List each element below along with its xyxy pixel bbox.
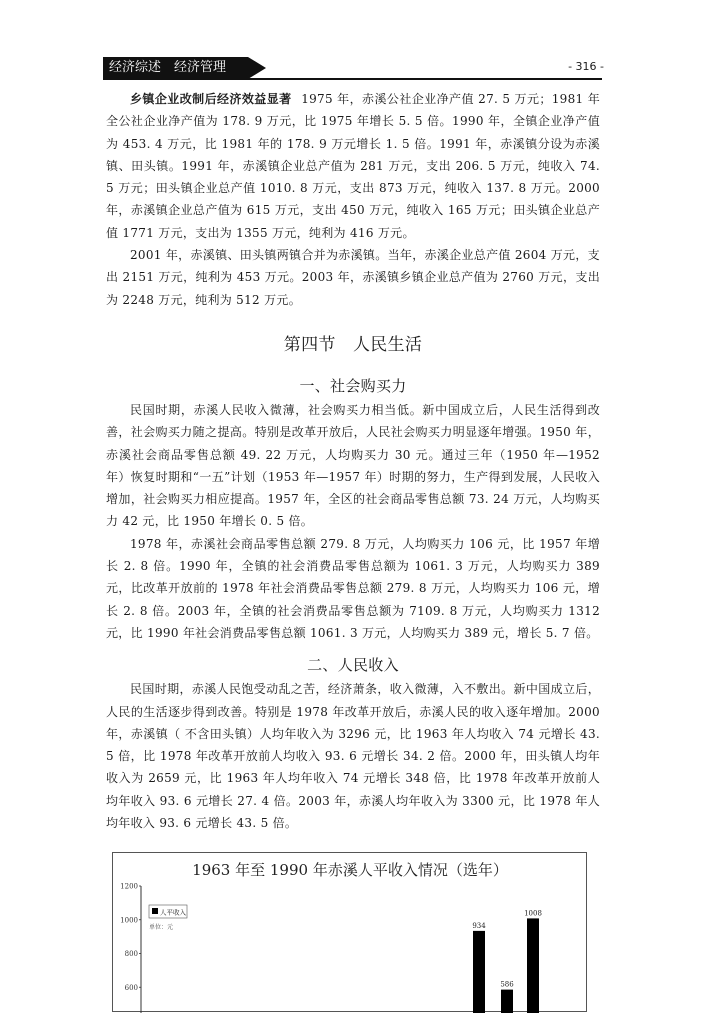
bar-data-label: 586	[500, 980, 514, 989]
bar-data-label: 934	[472, 921, 486, 930]
paragraph-purchasing-reform: 1978 年，赤溪社会商品零售总额 279. 8 万元，人均购买力 106 元，比 1957 年增长 2. 8 倍。1990 年，全镇的社会消费品零售总额为 1061. 3 万元，人均购买力 389 元，比改革开放前的 1978 年社会消费品零售总额 279. 8 万元，人均购买力 106 元，增长 2. 8 倍。2003 年，全镇的社会消费品零售总额为 7109. 8 万元，人均购买力 1312 元，比 1990 年社会消费品零售总额 1061. 3 万元，人均购买力 389 元，增长 5. 7 倍。	[106, 536, 600, 640]
page-number: - 316 -	[568, 60, 604, 73]
paragraph-township-enterprise	[106, 88, 600, 244]
chart-title: 1963 年至 1990 年赤溪人平收入情况（选年）	[192, 861, 508, 879]
subsection-title-purchasing-power: 一、社会购买力	[299, 376, 407, 395]
bar-data-label: 1008	[524, 909, 542, 918]
paragraph-purchasing-history: 民国时期，赤溪人民收入微薄，社会购买力相当低。新中国成立后，人民生活得到改善，社会购买力随之提高。特别是改革开放后，人民社会购买力明显逐年增强。1950 年，赤溪社会商品零售总额 49. 22 万元，人均购买力 30 元。通过三年（1950 年—1952 年）恢复时期和“一五”计划（1953 年—1957 年）时期的努力，生产得到发展，人民收入增加，社会购买力相应提高。1957 年，全区的社会商品零售总额 73. 24 万元，人均购买力 42 元，比 1950 年增长 0. 5 倍。	[106, 402, 600, 529]
subsection-title-income: 二、人民收入	[307, 656, 399, 675]
paragraph-merger-2001: 2001 年，赤溪镇、田头镇两镇合并为赤溪镇。当年，赤溪企业总产值 2604 万元，支出 2151 万元，纯利为 453 万元。2003 年，赤溪镇乡镇企业总产值为 2760 万元，支出为 2248 万元，纯利为 512 万元。	[106, 248, 600, 307]
y-tick-label: 800	[124, 950, 138, 958]
legend-swatch	[152, 908, 158, 914]
header-arrow-decoration	[248, 57, 266, 79]
chart-bars	[472, 909, 542, 1013]
y-tick-label: 600	[124, 983, 138, 992]
bar	[527, 918, 539, 1013]
y-tick-label: 1200	[120, 882, 138, 891]
paragraph-lead-heading: 乡镇企业改制后经济效益显著	[130, 92, 292, 106]
bar	[501, 990, 513, 1013]
y-tick-label: 1000	[120, 916, 138, 925]
paragraph-income: 民国时期，赤溪人民饱受动乱之苦，经济萧条，收入微薄，入不敷出。新中国成立后，人民的生活逐步得到改善。特别是 1978 年改革开放后，赤溪人民的收入逐年增加。2000 年，赤溪镇（ 不含田头镇）人均年收入为 3296 元，比 1963 年人均收入 74 元增长 43. 5 倍，比 1978 年改革开放前人均收入 93. 6 元增长 34. 2 倍。2000 年，田头镇人均年收入为 2659 元，比 1963 年人均年收入 74 元增长 348 倍，比 1978 年改革开放前人均年收入 93. 6 元增长 27. 4 倍。2003 年，赤溪人均年收入为 3300 元，比 1978 年人均年收入 93. 6 元增长 43. 5 倍。	[106, 682, 600, 831]
unit-label: 单位：元	[149, 924, 174, 931]
header-rule	[103, 78, 602, 80]
bar	[473, 931, 485, 1013]
legend-label: 人平收入	[160, 908, 186, 917]
y-axis-ticks	[120, 883, 141, 992]
document-body	[106, 88, 600, 834]
income-chart	[112, 852, 587, 1012]
section-title: 第四节 人民生活	[283, 334, 423, 355]
header-section-label: 经济综述 经济管理	[103, 57, 248, 79]
paragraph-text: 1975 年，赤溪公社企业净产值 27. 5 万元；1981 年全公社企业净产值为 178. 9 万元，比 1975 年增长 5. 5 倍。1990 年，全镇企业净产值为 453. 4 万元，比 1981 年的 178. 9 万元增长 1. 5 倍。1991 年，赤溪镇分设为赤溪镇、田头镇。1991 年，赤溪镇企业总产值为 281 万元，支出 206. 5 万元，纯收入 74. 5 万元；田头镇企业总产值 1010. 8 万元，支出 873 万元，纯收入 137. 8 万元。2000 年，赤溪镇企业总产值为 615 万元，支出 450 万元，纯收入 165 万元；田头镇企业总产值 1771 万元，支出为 1355 万元，纯利为 416 万元。	[106, 92, 600, 240]
income-chart-svg	[113, 853, 588, 1013]
